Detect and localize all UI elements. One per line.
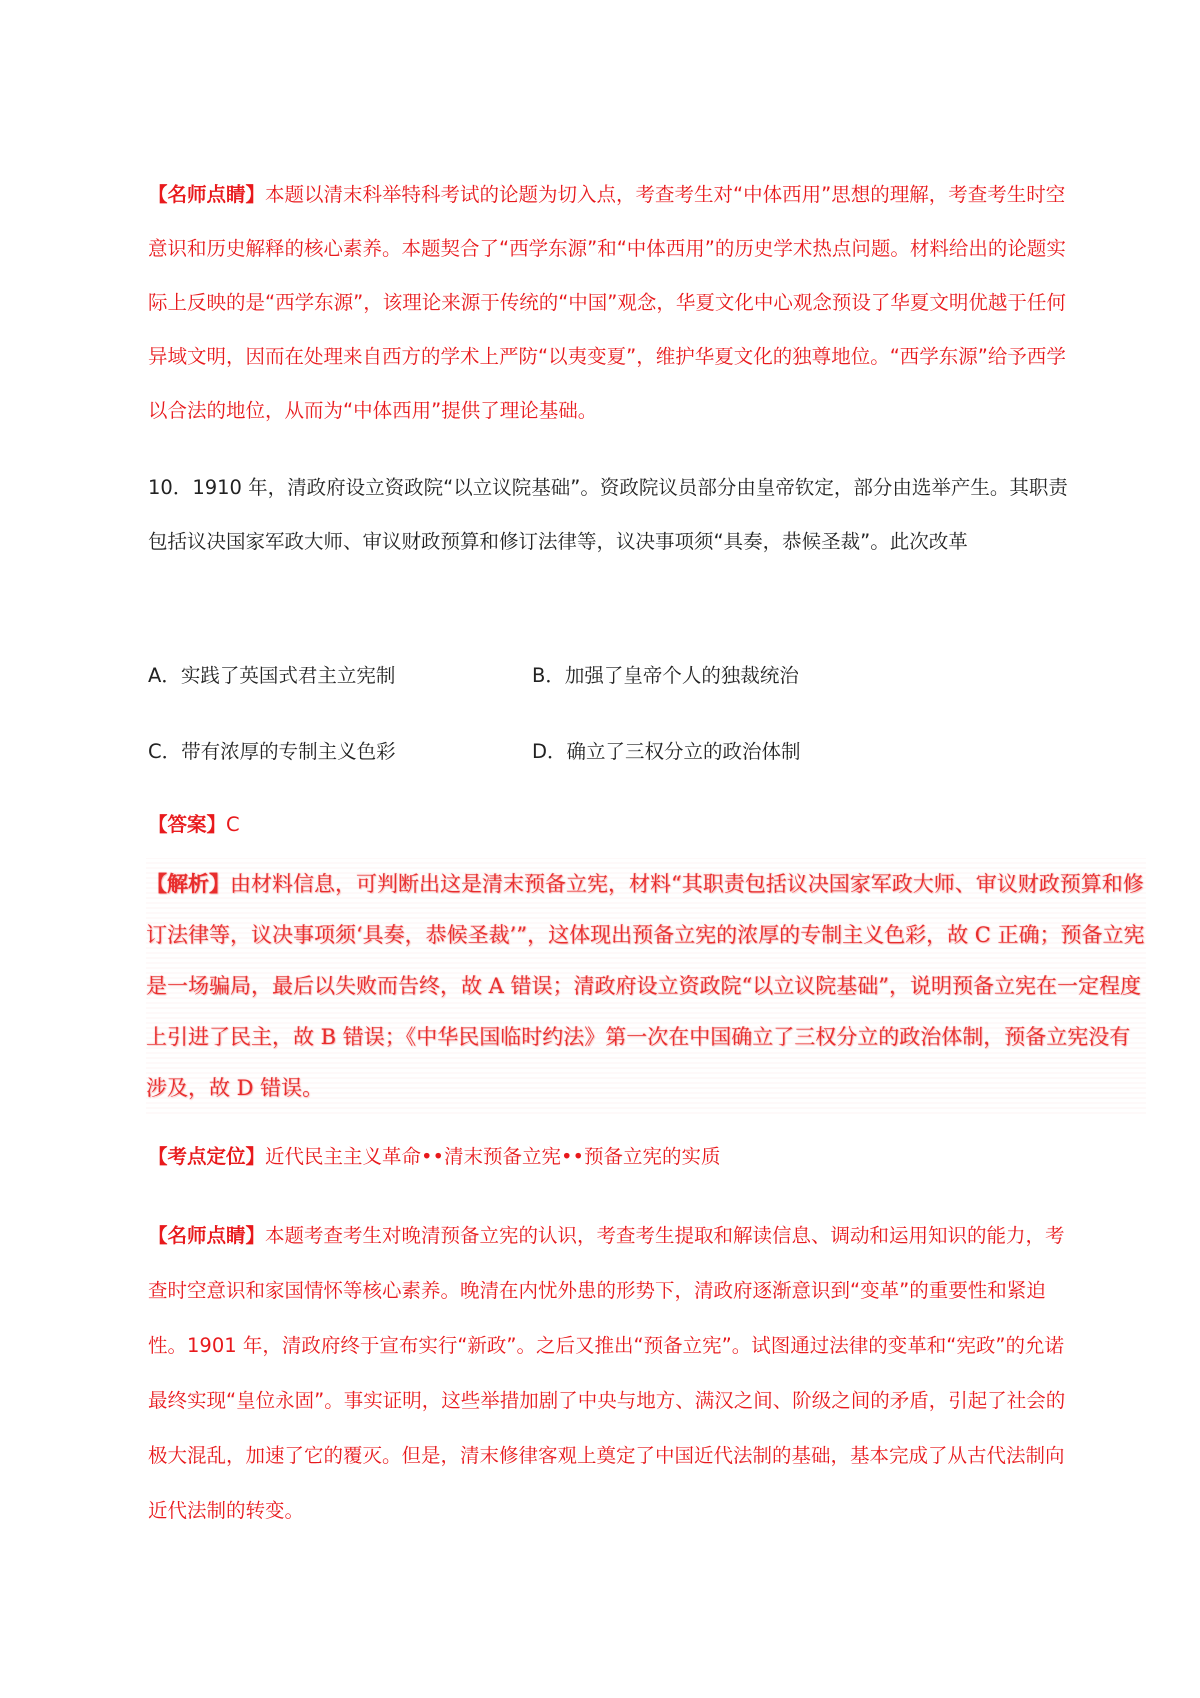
option-c: C．带有浓厚的专制主义色彩	[148, 740, 396, 763]
teacher-tip-label: 【名师点睛】	[148, 1224, 266, 1247]
keypoint-line	[148, 1130, 1070, 1184]
option-a: A．实践了英国式君主立宪制	[148, 664, 396, 687]
keypoint-text: 近代民主主义革命••清末预备立宪••预备立宪的实质	[265, 1145, 721, 1168]
option-d: D．确立了三权分立的政治体制	[532, 740, 801, 763]
teacher-tip-text: 本题考查考生对晚清预备立宪的认识，考查考生提取和解读信息、调动和运用知识的能力，考查时空意识和家国情怀等核心素养。晚清在内忧外患的形势下，清政府逐渐意识到“变革”的重要性和紧迫性。1901 年，清政府终于宣布实行“新政”。之后又推出“预备立宪”。试图通过法律的变革和“宪政”的允诺最终实现“皇位永固”。事实证明，这些举措加剧了中央与地方、满汉之间、阶级之间的矛盾，引起了社会的极大混乱，加速了它的覆灭。但是，清末修律客观上奠定了中国近代法制的基础，基本完成了从古代法制向近代法制的转变。	[148, 1224, 1066, 1522]
analysis-paragraph	[146, 858, 1146, 1114]
answer-value: C	[226, 813, 240, 836]
analysis-text: 由材料信息，可判断出这是清末预备立宪，材料“其职责包括议决国家军政大师、审议财政预算和修订法律等，议决事项须‘具奏，恭候圣裁’”，这体现出预备立宪的浓厚的专制主义色彩，故 C 正确；预备立宪是一场骗局，最后以失败而告终，故 A 错误；清政府设立资政院“以立议院基础”，说明预备立宪在一定程度上引进了民主，故 B 错误；《中华民国临时约法》第一次在中国确立了三权分立的政治体制，预备立宪没有涉及，故 D 错误。	[146, 872, 1145, 1100]
teacher-tip-paragraph-2	[148, 1208, 1070, 1538]
teacher-tip-text: 本题以清末科举特科考试的论题为切入点，考查考生对“中体西用”思想的理解，考查考生时空意识和历史解释的核心素养。本题契合了“西学东源”和“中体西用”的历史学术热点问题。材料给出的论题实际上反映的是“西学东源”，该理论来源于传统的“中国”观念，华夏文化中心观念预设了华夏文明优越于任何异域文明，因而在处理来自西方的学术上严防“以夷变夏”，维护华夏文化的独尊地位。“西学东源”给予西学以合法的地位，从而为“中体西用”提供了理论基础。	[148, 183, 1066, 422]
analysis-label: 【解析】	[146, 871, 230, 896]
teacher-tip-label: 【名师点睛】	[148, 183, 266, 206]
teacher-tip-paragraph-1	[148, 168, 1070, 438]
question-stem: 10．1910 年，清政府设立资政院“以立议院基础”。资政院议员部分由皇帝钦定，部分由选举产生。其职责包括议决国家军政大师、审议财政预算和修订法律等，议决事项须“具奏，恭候圣裁”。此次改革	[148, 476, 1068, 553]
answer-line	[148, 798, 1070, 852]
answer-label: 【答案】	[148, 813, 227, 836]
option-b: B．加强了皇帝个人的独裁统治	[532, 664, 799, 687]
keypoint-label: 【考点定位】	[148, 1145, 266, 1168]
